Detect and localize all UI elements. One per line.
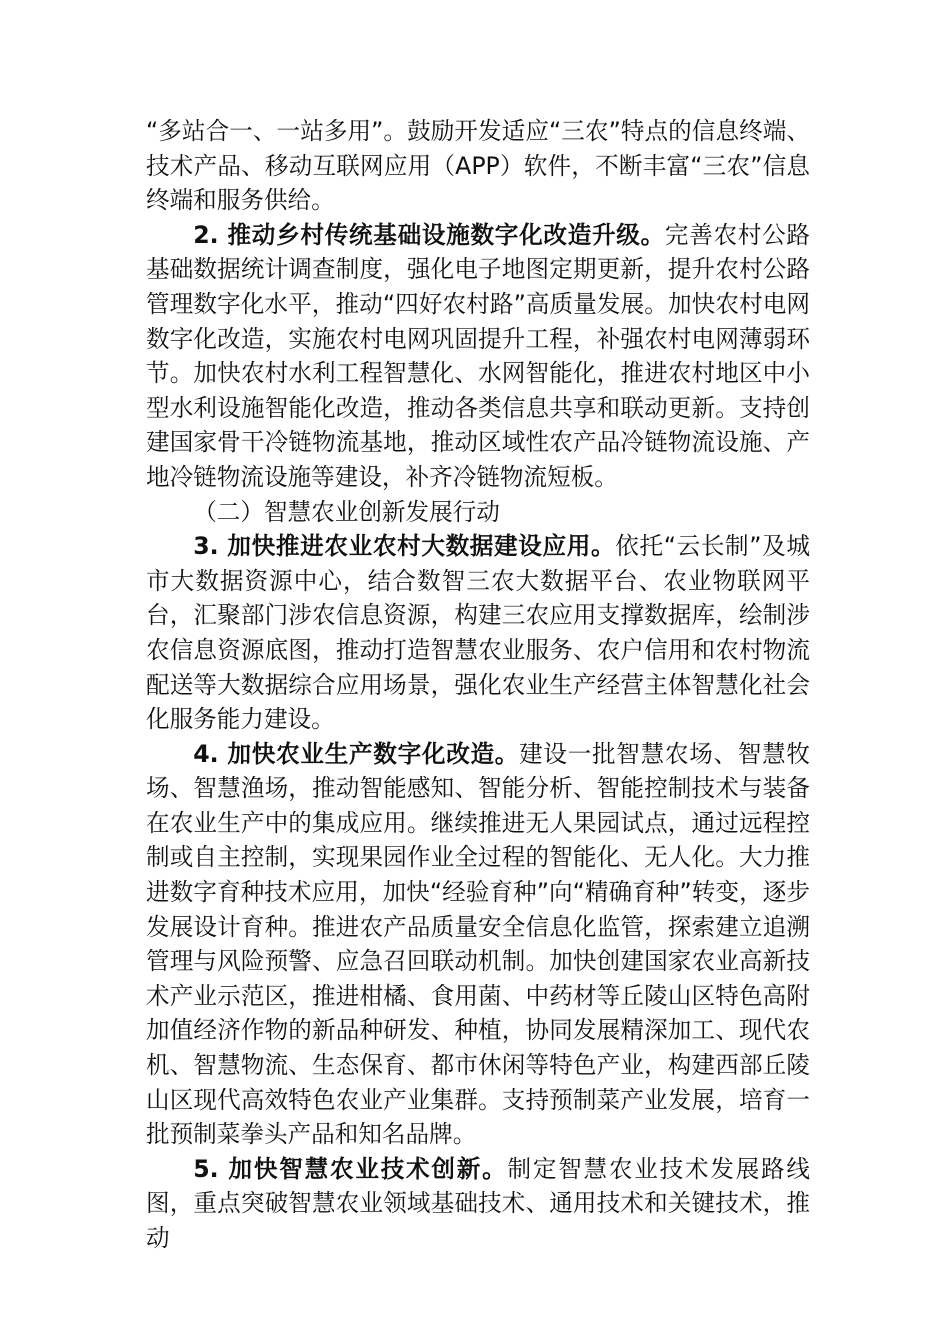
paragraph-text: 建设一批智慧农场、智慧牧场、智慧渔场，推动智能感知、智能分析、智能控制技术与装备在农业生产中的集成应用。继续推进无人果园试点，通过远程控制或自主控制，实现果园作业全过程的智能化、无人化。大力推进数字育种技术应用，加快“经验育种”向“精确育种”转变，逐步发展设计育种。推进农产品质量安全信息化监管，探索建立追溯管理与风险预警、应急召回联动机制。加快创建国家农业高新技术产业示范区，推进柑橘、食用菌、中药材等丘陵山区特色高附加值经济作物的新品种研发、种植，协同发展精深加工、现代农机、智慧物流、生态保育、都市休闲等特色产业，构建西部丘陵山区现代高效特色农业产业集群。支持预制菜产业发展，培育一批预制菜拳头产品和知名品牌。 [146,739,811,1149]
document-body [146,114,810,1256]
section-heading [146,495,810,530]
paragraph-item-3 [146,529,810,737]
item-heading: 2. 推动乡村传统基础设施数字化改造升级。 [193,220,665,249]
paragraph-text: 制定智慧农业技术发展路线图，重点突破智慧农业领域基础技术、通用技术和关键技术，推动 [146,1154,811,1252]
paragraph-intro-continuation [146,114,810,218]
item-heading: 5. 加快智慧农业技术创新。 [193,1154,508,1183]
paragraph-item-4 [146,737,810,1152]
section-heading-text: （二）智慧农业创新发展行动 [193,497,500,526]
paragraph-text: 完善农村公路基础数据统计调查制度，强化电子地图定期更新，提升农村公路管理数字化水平，推动“四好农村路”高质量发展。加快农村电网数字化改造，实施农村电网巩固提升工程，补强农村电网薄弱环节。加快农村水利工程智慧化、水网智能化，推进农村地区中小型水利设施智能化改造，推动各类信息共享和联动更新。支持创建国家骨干冷链物流基地，推动区域性农产品冷链物流设施、产地冷链物流设施等建设，补齐冷链物流短板。 [146,220,811,491]
paragraph-text: 依托“云长制”及城市大数据资源中心，结合数智三农大数据平台、农业物联网平台，汇聚部门涉农信息资源，构建三农应用支撑数据库，绘制涉农信息资源底图，推动打造智慧农业服务、农户信用和农村物流配送等大数据综合应用场景，强化农业生产经营主体智慧化社会化服务能力建设。 [146,532,810,734]
paragraph-item-5 [146,1152,810,1256]
paragraph-item-2 [146,218,810,495]
item-heading: 4. 加快农业生产数字化改造。 [193,739,520,768]
item-heading: 3. 加快推进农业农村大数据建设应用。 [193,532,616,561]
paragraph-text: “多站合一、一站多用”。鼓励开发适应“三农”特点的信息终端、技术产品、移动互联网应用（APP）软件，不断丰富“三农”信息终端和服务供给。 [146,117,810,215]
